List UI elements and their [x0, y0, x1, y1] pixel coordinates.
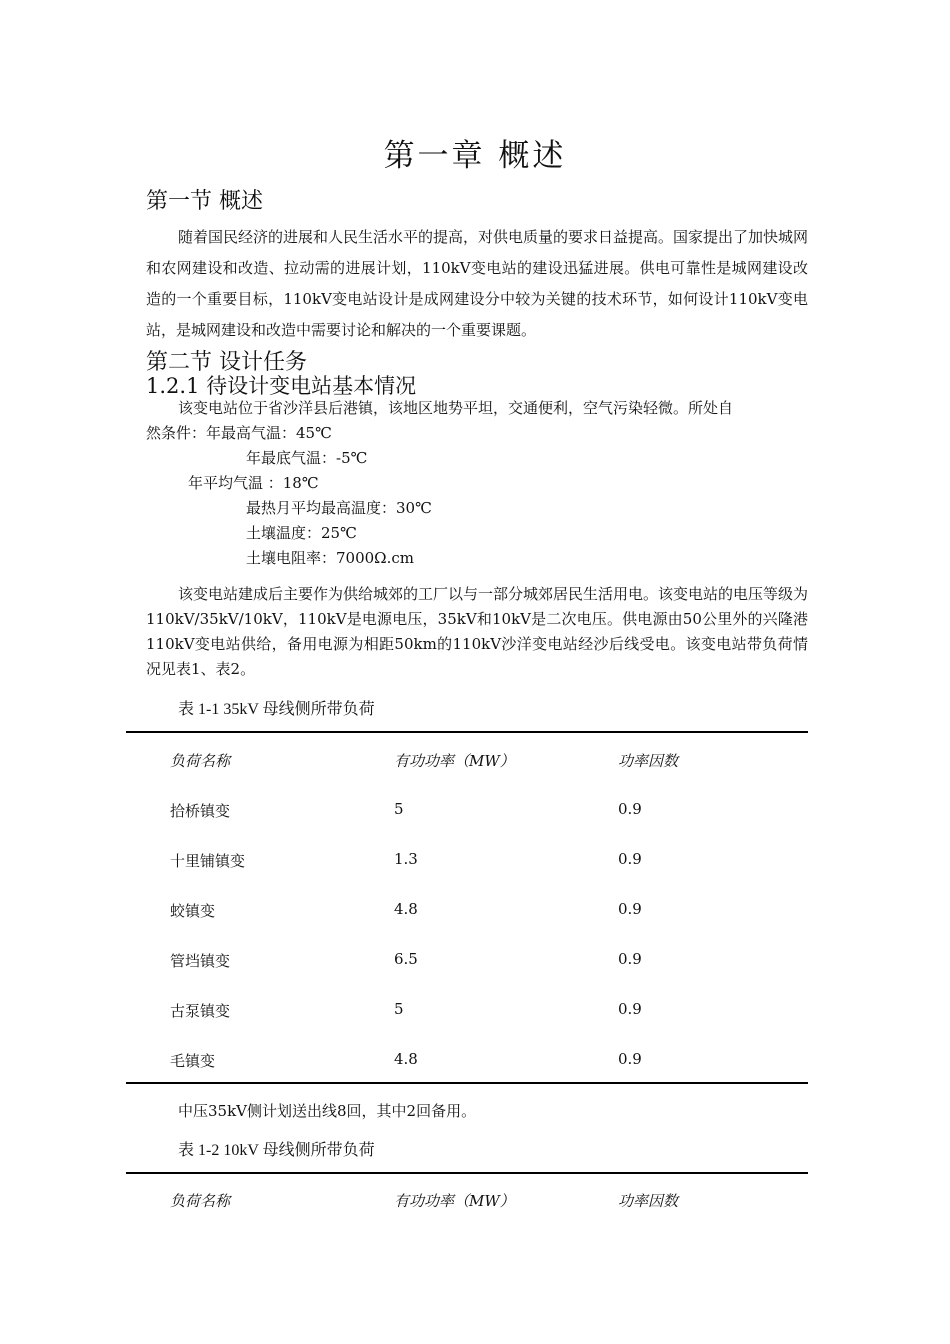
table-1-cell-power: 5	[394, 1000, 404, 1018]
subsection-1-2-1-heading: 1.2.1 待设计变电站基本情况	[146, 374, 417, 398]
table-1-cell-power: 1.3	[394, 850, 418, 868]
condition-line: 土壤电阻率：7000Ω.cm	[246, 549, 415, 567]
table-1-cell-name: 管垱镇变	[170, 952, 231, 970]
site-description: 该变电站位于省沙洋县后港镇，该地区地势平坦，交通便利，空气污染轻微。所处自	[178, 399, 734, 417]
chapter-title: 第一章 概述	[383, 138, 567, 174]
table-1-header-power-factor: 功率因数	[618, 752, 679, 770]
table-1-cell-name: 十里铺镇变	[170, 852, 246, 870]
table-1-cell-factor: 0.9	[618, 800, 642, 818]
table-2-header-power-factor: 功率因数	[618, 1192, 679, 1210]
section-1-paragraph: 随着国民经济的进展和人民生活水平的提高，对供电质量的要求日益提高。国家提出了加快城网和农网建设和改造、拉动需的进展计划，110kV变电站的建设迅猛进展。供电可靠性是城网建设改造的一个重要目标，110kV变电站设计是成网建设分中较为关键的技术环节，如何设计110kV变电站，是城网建设和改造中需要讨论和解决的一个重要课题。	[146, 228, 809, 339]
table-1-cell-factor: 0.9	[618, 1050, 642, 1068]
table-1-cell-name: 古泵镇变	[170, 1002, 231, 1020]
table-2-header-active-power: 有功功率（MW）	[394, 1192, 515, 1210]
table-1-cell-name: 拾桥镇变	[170, 802, 231, 820]
condition-line: 年平均气温 ：18℃	[188, 474, 319, 492]
outgoing-lines-note: 中压35kV侧计划送出线8回，其中2回备用。	[178, 1102, 477, 1120]
table-1-cell-power: 4.8	[394, 1050, 418, 1068]
table-1-cell-power: 6.5	[394, 950, 418, 968]
condition-line: 年最底气温：-5℃	[246, 449, 368, 467]
table-2-top-rule	[126, 1172, 808, 1174]
condition-line: 然条件：年最高气温：45℃	[146, 424, 332, 442]
section-2-heading: 第二节 设计任务	[146, 350, 307, 375]
table-1-cell-name: 毛镇变	[170, 1052, 216, 1070]
section-1-heading: 第一节 概述	[146, 189, 263, 214]
table-1-header-active-power: 有功功率（MW）	[394, 752, 515, 770]
table-2-header-load-name: 负荷名称	[170, 1192, 231, 1210]
table-1-top-rule	[126, 731, 808, 733]
table-1-cell-power: 5	[394, 800, 404, 818]
table-1-cell-factor: 0.9	[618, 900, 642, 918]
table-1-cell-factor: 0.9	[618, 1000, 642, 1018]
condition-line: 土壤温度：25℃	[246, 524, 357, 542]
table-1-cell-power: 4.8	[394, 900, 418, 918]
table-2-caption: 表 1-2 10kV 母线侧所带负荷	[178, 1142, 375, 1159]
table-1-caption: 表 1-1 35kV 母线侧所带负荷	[178, 701, 375, 718]
table-1-cell-factor: 0.9	[618, 850, 642, 868]
table-1-header-load-name: 负荷名称	[170, 752, 231, 770]
condition-line: 最热月平均最高温度：30℃	[246, 499, 432, 517]
table-1-bottom-rule	[126, 1082, 808, 1084]
load-description-paragraph: 该变电站建成后主要作为供给城郊的工厂以与一部分城郊居民生活用电。该变电站的电压等级为110kV/35kV/10kV，110kV是电源电压，35kV和10kV是二次电压。供电源由50公里外的兴隆港110kV变电站供给，备用电源为相距50km的110kV沙洋变电站经沙后线受电。该变电站带负荷情况见表1、表2。	[146, 585, 809, 678]
table-1-cell-name: 蛟镇变	[170, 902, 216, 920]
table-1-cell-factor: 0.9	[618, 950, 642, 968]
